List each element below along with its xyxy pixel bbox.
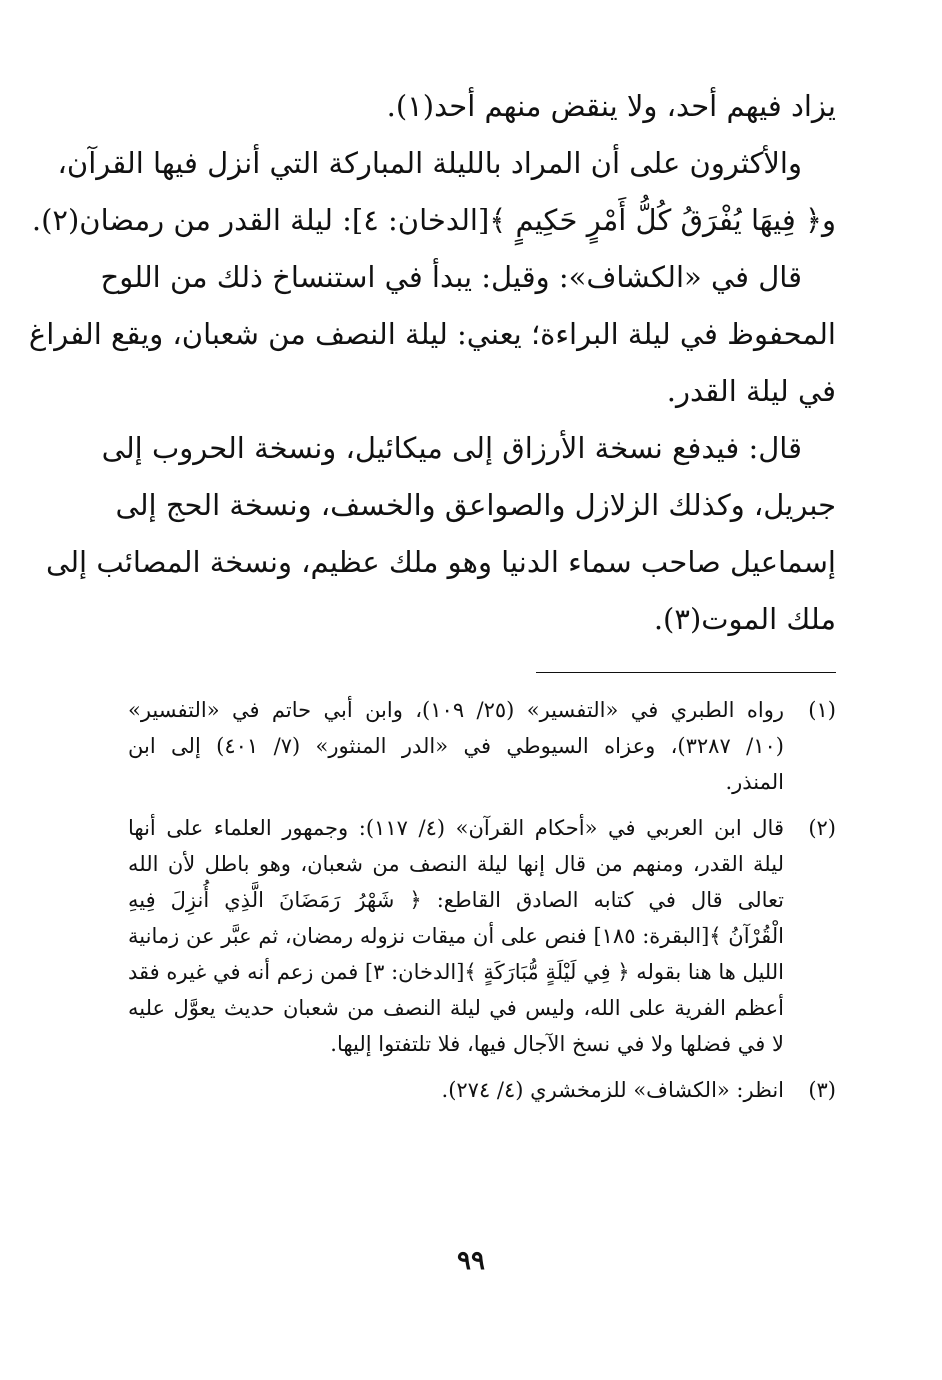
text-line: جبريل، وكذلك الزلازل والصواعق والخسف، ونسخة الحج إلى bbox=[115, 488, 836, 522]
main-text bbox=[28, 78, 836, 648]
text-line: قال في «الكشاف»: وقيل: يبدأ في استنساخ ذلك من اللوح bbox=[100, 260, 802, 294]
footnote-line: ليلة القدر، ومنهم من قال إنها ليلة النصف من شعبان، وهو باطل لأن الله bbox=[128, 852, 784, 876]
text-line: والأكثرون على أن المراد بالليلة المباركة التي أنزل فيها القرآن، bbox=[57, 146, 802, 180]
footnote-line: أعظم الفرية على الله، وليس في ليلة النصف من شعبان حديث يعوَّل عليه bbox=[128, 996, 784, 1020]
footnote-line: لا في فضلها ولا في نسخ الآجال فيها، فلا تلتفتوا إليها. bbox=[330, 1032, 784, 1056]
footnote-line: المنذر. bbox=[725, 770, 784, 794]
footnote-text: رواه الطبري في «التفسير» (٢٥/ ١٠٩)، وابن أبي حاتم في «التفسير» bbox=[128, 698, 784, 722]
text-line: إسماعيل صاحب سماء الدنيا وهو ملك عظيم، ونسخة المصائب إلى bbox=[46, 545, 836, 579]
footnote-text: قال ابن العربي في «أحكام القرآن» (٤/ ١١٧): وجمهور العلماء على أنها bbox=[128, 816, 784, 840]
footnote-text: انظر: «الكشاف» للزمخشري (٤/ ٢٧٤). bbox=[441, 1078, 784, 1102]
footnote-line bbox=[128, 692, 836, 728]
footnote-line: تعالى قال في كتابه الصادق القاطع: ﴿ شَهْرُ رَمَضَانَ الَّذِي أُنزِلَ فِيهِ bbox=[128, 888, 784, 912]
text-line: قال: فيدفع نسخة الأرزاق إلى ميكائيل، ونسخة الحروب إلى bbox=[101, 431, 802, 465]
footnote-line bbox=[128, 810, 836, 846]
footnote-marker: (١) bbox=[808, 698, 836, 722]
footnote-line bbox=[128, 1072, 836, 1108]
page-number: ٩٩ bbox=[457, 1246, 485, 1276]
footnote-line: الليل ها هنا بقوله ﴿ فِي لَيْلَةٍ مُّبَارَكَةٍ ﴾[الدخان: ٣] فمن زعم أنه في غيره فقد bbox=[128, 960, 784, 984]
footnote-line: الْقُرْآنُ ﴾[البقرة: ١٨٥] فنص على أن ميقات نزوله رمضان، ثم عبَّر عن زمانية bbox=[128, 924, 784, 948]
footnote-marker: (٣) bbox=[808, 1078, 836, 1102]
text-line: في ليلة القدر. bbox=[666, 374, 836, 408]
text-line: و﴿ فِيهَا يُفْرَقُ كُلُّ أَمْرٍ حَكِيمٍ ﴾[الدخان: ٤]: ليلة القدر من رمضان(٢). bbox=[31, 203, 836, 237]
footnote-marker: (٢) bbox=[808, 816, 836, 840]
footnote-line: (١٠/ ٣٢٨٧)، وعزاه السيوطي في «الدر المنثور» (٧/ ٤٠١) إلى ابن bbox=[128, 734, 784, 758]
text-line: يزاد فيهم أحد، ولا ينقض منهم أحد(١). bbox=[386, 89, 836, 123]
footnote-divider bbox=[536, 672, 836, 673]
text-line: ملك الموت(٣). bbox=[653, 602, 836, 636]
text-line: المحفوظ في ليلة البراءة؛ يعني: ليلة النصف من شعبان، ويقع الفراغ bbox=[28, 317, 836, 351]
footnotes bbox=[128, 692, 836, 1108]
